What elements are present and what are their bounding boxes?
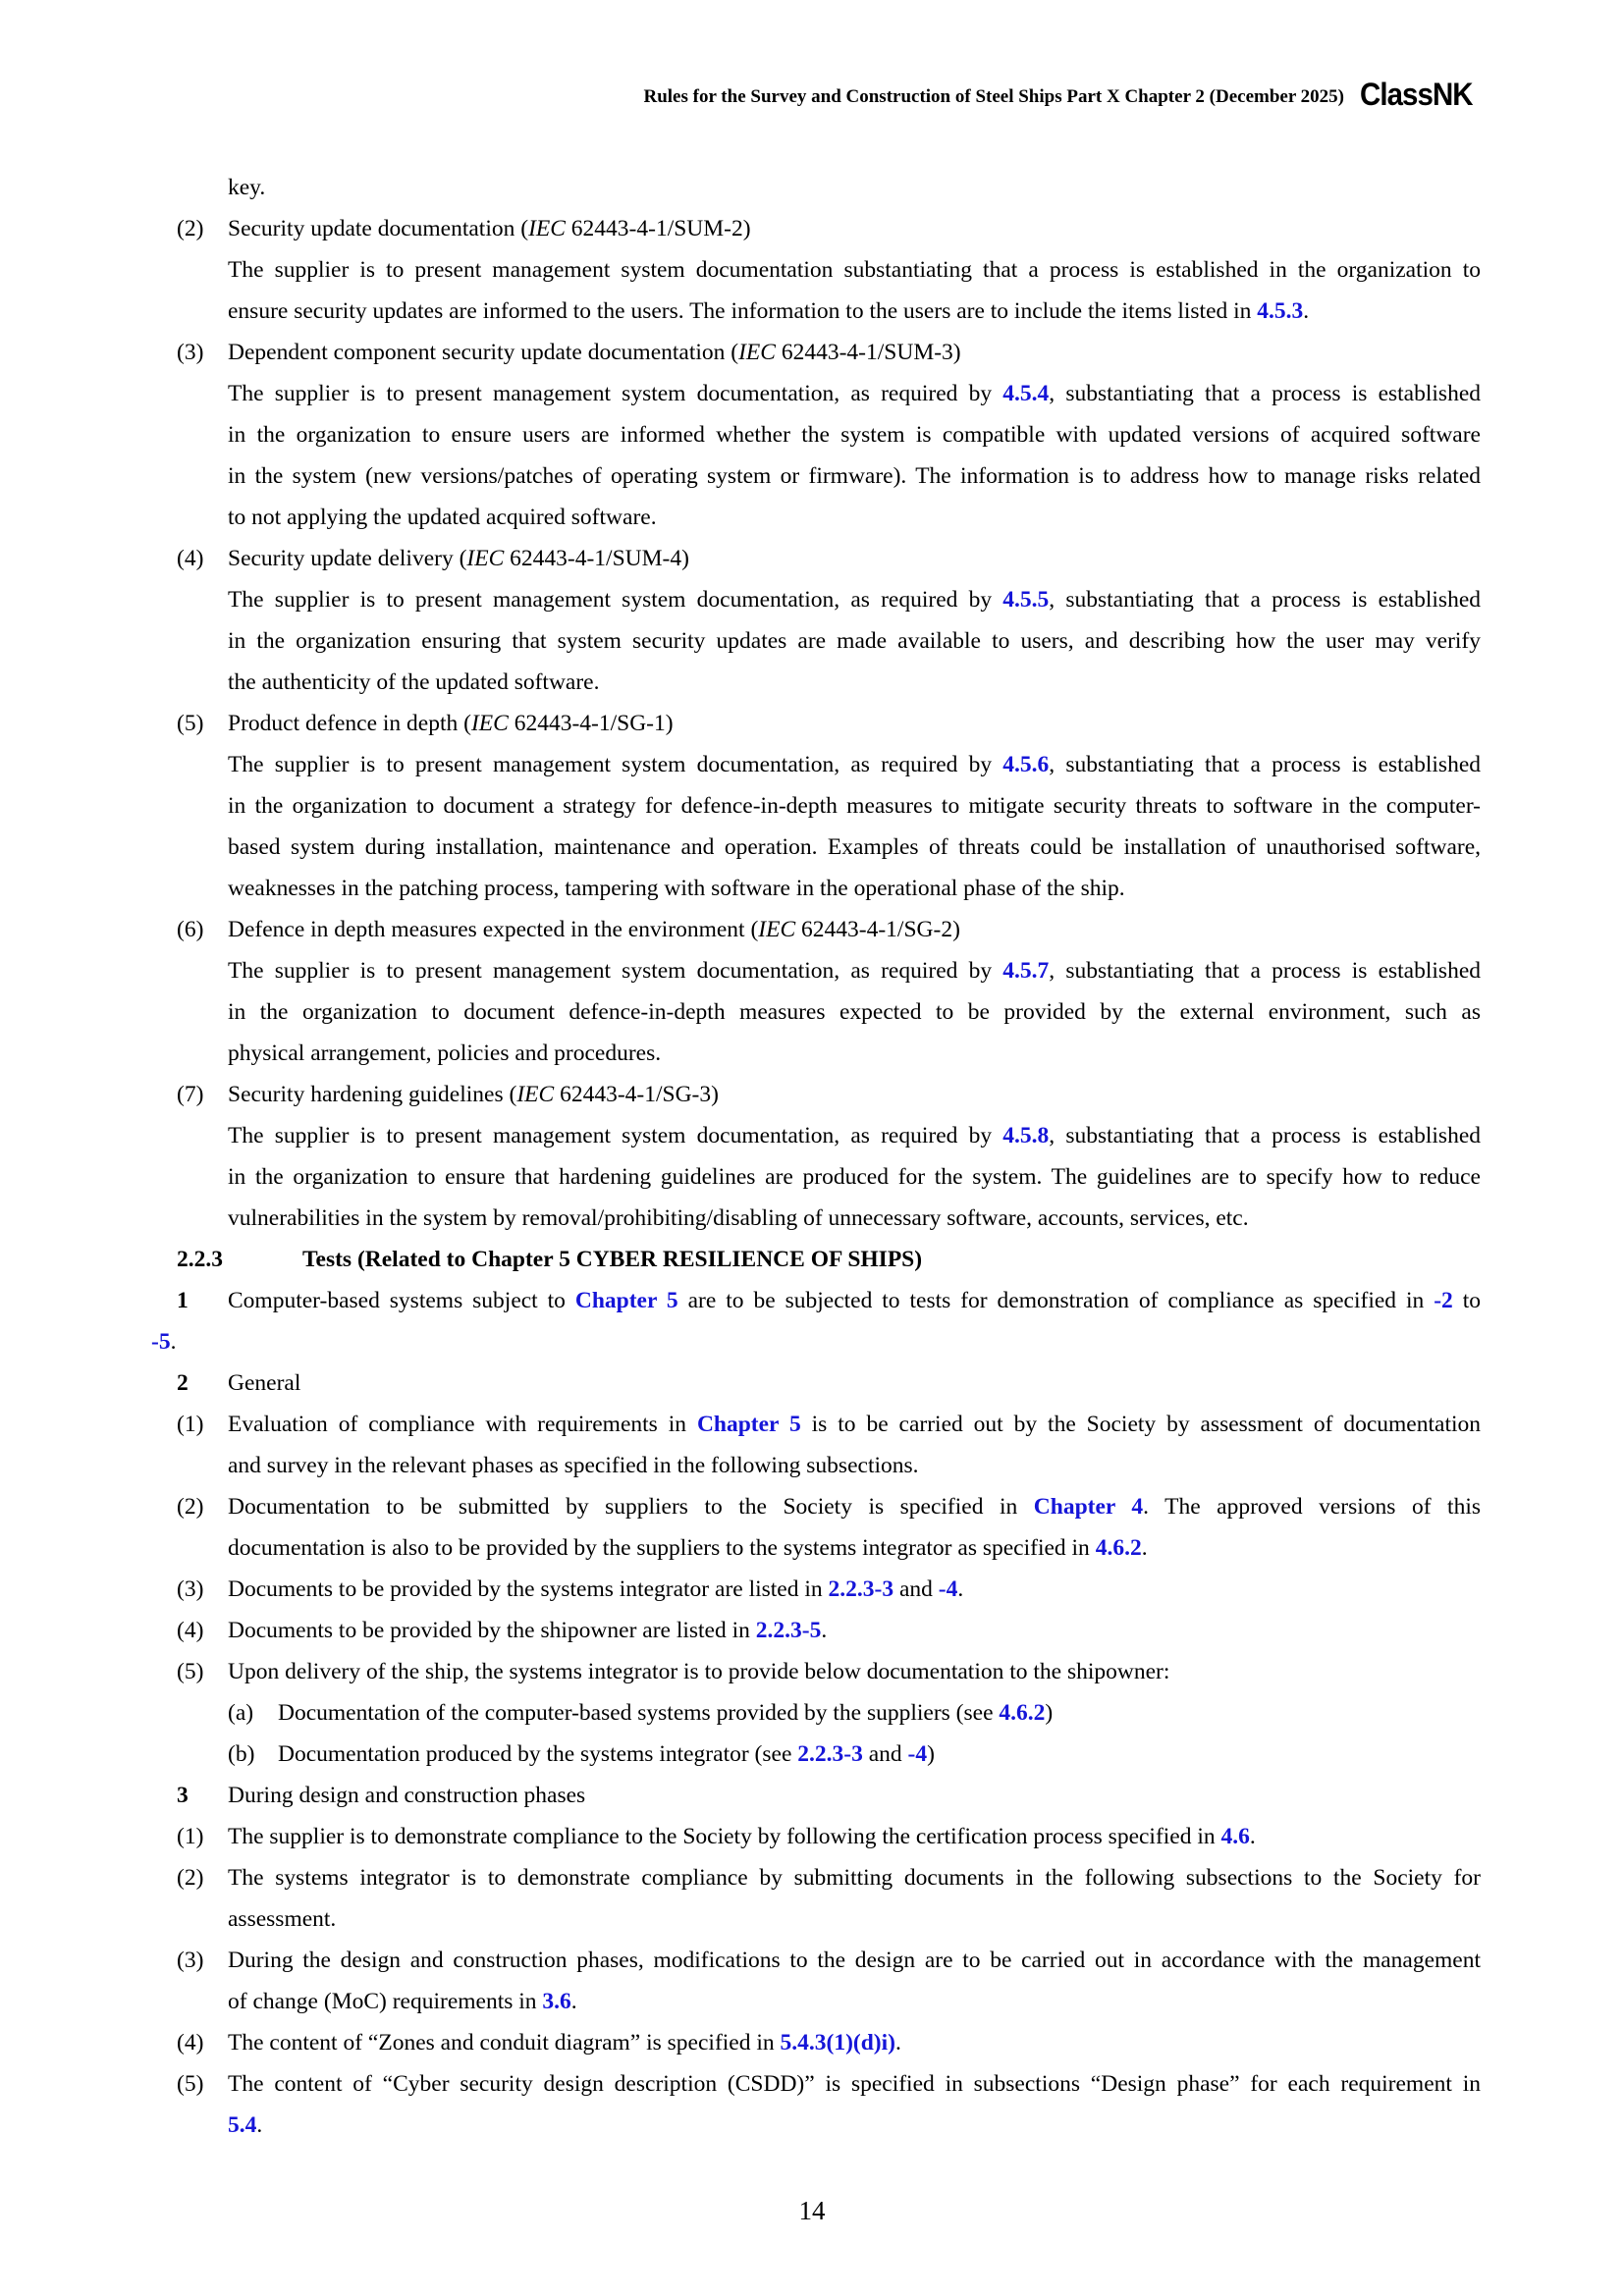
item-heading: Security update delivery (IEC 62443-4-1/SUM-4) <box>228 546 689 571</box>
cross-reference-link[interactable]: 4.6.2 <box>999 1700 1046 1726</box>
page-body: key. (2) Security update documentation (IEC 62443-4-1/SUM-2) The supplier is to present management system documentation substantiating that a process is established in the organization to ensure security updates are informed to the users. The information to the users are to include the items listed in 4.5.3. (3) Dependent component security update documentation (IEC 62443-4-1/SUM-3) The supplier is to present management system documentation, as required by 4.5.4, substantiating that a process is established in the organization to ensure users are informed whether the system is compatible with updated versions of acquired software in the system (new versions/patches of operating system or firmware). The information is to address how to manage risks related to not applying the updated acquired software. (4) Security update delivery (IEC 62443-4-1/SUM-4) The supplier is to present management system documentation, as required by 4.5.5, substantiating that a process is established in the organization ensuring that system security updates are made available to users, and describing how the user may verify the authenticity of the updated software. (5) Product defence in depth (IEC 62443-4-1/SG-1) The supplier is to present management system documentation, as required by 4.5.6, substantiating that a process is established in the organization to document a strategy for defence-in-depth measures to mitigate security threats to software in the computer- based system during installation, maintenance and operation. Examples of threats could be installation of unauthorised software, weaknesses in the patching process, tampering with software in the operational phase of the ship. (6) Defence in depth measures expected in the environment (IEC 62443-4-1/SG-2) The supplier is to present management system documentation, as required by 4.5.7, substantiating that a process is established in the organization to document defence-in-depth measures expected to be provided by the external environment, such as physical arrangement, policies and procedures. (7) Security hardening guidelines (IEC 62443-4-1/SG-3) The supplier is to present management system documentation, as required by 4.5.8, substantiating that a process is established in the organization to ensure that hardening guidelines are produced for the system. The guidelines are to specify how to reduce vulnerabilities in the system by removal/prohibiting/disabling of unnecessary software, accounts, services, etc. 2.2.3 Tests (Related to Chapter 5 CYBER RESILIENCE OF SHIPS) 1 Computer-based systems subject to Chapter 5 are to be subjected to tests for demonstration of compliance as specified in -2 to -5. 2 General (1) Evaluation of compliance with requirements in Chapter 5 is to be carried out by the Society by assessment of documentation and survey in the relevant phases as specified in the following subsections. (2) Documentation to be submitted by suppliers to the Society is specified in Chapter 4. The approved versions of this documentation is also to be provided by the suppliers to the systems integrator as specified in 4.6.2. (3) Documents to be provided by the systems integrator are listed in 2.2.3-3 and -4. (4) Documents to be provided by the shipowner are listed in 2.2.3-5. (5) Upon delivery of the ship, the systems integrator is to provide below documentation to the shipowner: (a) Documentation of the computer-based systems provided by the suppliers (see 4.6.2) (b) Documentation produced by the systems integrator (see 2.2.3-3 and -4) 3 During design and construction phases (1) The supplier is to demonstrate compliance to the Society by following the certification process specified in 4.6. (2) The systems integrator is to demonstrate compliance by submitting documents in the following subsections to the Society for assessment. (3) During the design and construction phases, modifications to the design are to be carried out in accordance with the management of change (MoC) requirements in 3.6. (4) The content of “Zones and conduit diagram” is specified in 5.4.3(1)(d)i). (5) The content of “Cyber security design description (CSDD)” is specified in subsections “Design phase” for each requirement in 5.4. <box>177 167 1481 2146</box>
paragraph: 2 General <box>177 1370 301 1396</box>
item-heading: Defence in depth measures expected in the environment (IEC 62443-4-1/SG-2) <box>228 917 960 942</box>
list-item: (4) Security update delivery (IEC 62443-4-1/SUM-4) <box>177 538 1481 579</box>
cross-reference-link[interactable]: -2 <box>1434 1288 1453 1313</box>
cross-reference-link[interactable]: 5.4 <box>228 2112 257 2138</box>
list-item: (3) Documents to be provided by the systems integrator are listed in 2.2.3-3 and -4. <box>177 1576 964 1602</box>
cross-reference-link[interactable]: Chapter 4 <box>1033 1494 1144 1520</box>
section-title: Tests (Related to Chapter 5 CYBER RESILIENCE OF SHIPS) <box>302 1247 923 1272</box>
list-item: (5) The content of “Cyber security design description (CSDD)” is specified in subsections “Design phase” for each requirement in <box>177 2071 1481 2097</box>
cross-reference-link[interactable]: 2.2.3-5 <box>755 1618 822 1643</box>
list-item: (1) The supplier is to demonstrate compliance to the Society by following the certification process specified in 4.6. <box>177 1824 1256 1849</box>
cross-reference-link[interactable]: 3.6 <box>542 1989 571 2014</box>
list-item: (3) During the design and construction phases, modifications to the design are to be carried out in accordance with the management <box>177 1948 1481 1973</box>
list-item: (3) Dependent component security update documentation (IEC 62443-4-1/SUM-3) <box>177 332 1481 373</box>
cross-reference-link[interactable]: Chapter 5 <box>574 1288 678 1313</box>
cross-reference-link[interactable]: 4.5.4 <box>1002 381 1050 406</box>
list-item: (4) The content of “Zones and conduit diagram” is specified in 5.4.3(1)(d)i). <box>177 2030 901 2056</box>
cross-reference-link[interactable]: 5.4.3(1)(d)i) <box>780 2030 895 2056</box>
page-header <box>0 77 1624 116</box>
cross-reference-link[interactable]: 4.6.2 <box>1095 1535 1142 1561</box>
continuation-text: key. <box>228 175 266 200</box>
document-title: Rules for the Survey and Construction of Steel Ships Part X Chapter 2 (December 2025) <box>643 86 1344 107</box>
item-heading: Security hardening guidelines (IEC 62443-4-1/SG-3) <box>228 1082 719 1107</box>
paragraph: 3 During design and construction phases <box>177 1783 586 1808</box>
list-item: (1) Evaluation of compliance with requirements in Chapter 5 is to be carried out by the Society by assessment of documentation <box>177 1412 1482 1437</box>
list-item: (5) Upon delivery of the ship, the systems integrator is to provide below documentation to the shipowner: <box>177 1659 1170 1684</box>
cross-reference-link[interactable]: 2.2.3-3 <box>828 1576 894 1602</box>
cross-reference-link[interactable]: 4.6 <box>1220 1824 1250 1849</box>
item-heading: Security update documentation (IEC 62443-4-1/SUM-2) <box>228 216 751 241</box>
list-item: (7) Security hardening guidelines (IEC 62443-4-1/SG-3) <box>177 1074 1481 1115</box>
list-item: (5) Product defence in depth (IEC 62443-4-1/SG-1) <box>177 703 1481 744</box>
page-number: 14 <box>798 2196 826 2225</box>
sub-list-item: (a) Documentation of the computer-based systems provided by the suppliers (see 4.6.2) <box>228 1700 1054 1726</box>
classnk-logo: ClassNK <box>1360 77 1473 112</box>
item-heading: Product defence in depth (IEC 62443-4-1/SG-1) <box>228 711 674 736</box>
list-item: (4) Documents to be provided by the shipowner are listed in 2.2.3-5. <box>177 1618 828 1643</box>
cross-reference-link[interactable]: Chapter 5 <box>696 1412 801 1437</box>
list-item: (6) Defence in depth measures expected in the environment (IEC 62443-4-1/SG-2) <box>177 909 1481 950</box>
cross-reference-link[interactable]: 4.5.5 <box>1002 587 1050 613</box>
section-heading <box>177 1239 1481 1280</box>
section-number: 2.2.3 <box>177 1247 223 1272</box>
list-item: (2) The systems integrator is to demonstrate compliance by submitting documents in the following subsections to the Society for <box>177 1865 1481 1891</box>
cross-reference-link[interactable]: -4 <box>907 1741 928 1767</box>
cross-reference-link[interactable]: -5 <box>151 1329 171 1355</box>
sub-list-item: (b) Documentation produced by the systems integrator (see 2.2.3-3 and -4) <box>228 1741 935 1767</box>
paragraph: 1 Computer-based systems subject to Chapter 5 are to be subjected to tests for demonstration of compliance as specified in -2 to <box>177 1288 1481 1313</box>
cross-reference-link[interactable]: 4.5.6 <box>1002 752 1050 777</box>
cross-reference-link[interactable]: 4.5.8 <box>1002 1123 1050 1148</box>
list-item: (2) Security update documentation (IEC 62443-4-1/SUM-2) <box>177 208 1481 249</box>
item-heading: Dependent component security update documentation (IEC 62443-4-1/SUM-3) <box>228 340 961 365</box>
list-item: (2) Documentation to be submitted by suppliers to the Society is specified in Chapter 4. The approved versions of this <box>177 1494 1482 1520</box>
cross-reference-link[interactable]: 4.5.3 <box>1257 298 1304 324</box>
cross-reference-link[interactable]: 2.2.3-3 <box>797 1741 863 1767</box>
cross-reference-link[interactable]: -4 <box>938 1576 958 1602</box>
cross-reference-link[interactable]: 4.5.7 <box>1002 958 1050 984</box>
